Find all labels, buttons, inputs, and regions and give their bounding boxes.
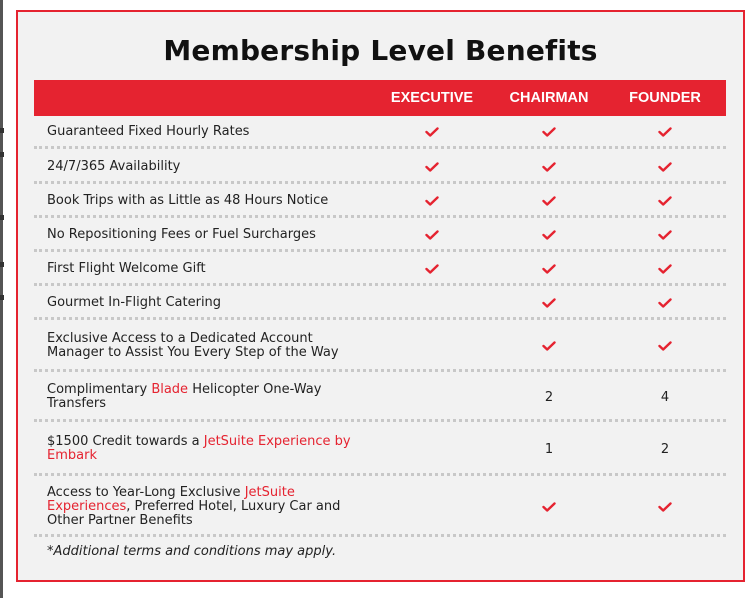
checkmark-icon (658, 298, 672, 308)
checkmark-icon (542, 502, 556, 512)
checkmark-icon (658, 196, 672, 206)
benefit-label (47, 289, 357, 317)
benefit-link[interactable]: JetSuite Experience by Embark (47, 434, 351, 463)
left-edge-fragment (0, 215, 4, 220)
table-row (34, 118, 726, 149)
left-edge-fragment (0, 295, 4, 300)
left-edge-fragment (0, 152, 4, 157)
table-row (34, 153, 726, 184)
benefit-cell-chairman (509, 118, 589, 146)
benefit-cell-founder (625, 187, 705, 215)
table-row (34, 187, 726, 218)
benefit-text: Helicopter One-Way Transfers (47, 382, 322, 411)
benefit-text: $1500 Credit towards a (47, 434, 204, 449)
benefit-cell-chairman (509, 187, 589, 215)
benefit-text: Gourmet In-Flight Catering (47, 295, 222, 310)
benefit-count: 4 (660, 389, 670, 405)
benefit-cell-founder (625, 425, 705, 473)
benefit-cell-chairman (509, 479, 589, 534)
benefit-text: Exclusive Access to a Dedicated Account Manager to Assist You Every Step of the Way (47, 331, 339, 360)
checkmark-icon (542, 298, 556, 308)
benefit-label (47, 187, 357, 215)
benefit-cell-chairman (509, 375, 589, 419)
benefit-label (47, 425, 357, 473)
column-header-chairman: CHAIRMAN (509, 90, 589, 106)
benefit-cell-chairman (509, 221, 589, 249)
table-row (34, 425, 726, 476)
footnote: *Additional terms and conditions may apply. (47, 544, 337, 559)
benefit-label (47, 255, 357, 283)
column-header-founder: FOUNDER (629, 90, 701, 106)
checkmark-icon (425, 230, 439, 240)
benefit-cell-executive (392, 289, 472, 317)
benefit-cell-executive (392, 375, 472, 419)
benefit-count: 2 (544, 389, 554, 405)
benefit-cell-chairman (509, 255, 589, 283)
benefit-count: 1 (544, 441, 554, 457)
page-title: Membership Level Benefits (163, 34, 598, 67)
benefit-link[interactable]: JetSuite Experiences (47, 484, 295, 514)
benefit-label (47, 153, 357, 181)
checkmark-icon (658, 502, 672, 512)
benefit-text: Book Trips with as Little as 48 Hours Notice (47, 193, 329, 208)
benefit-cell-founder (625, 153, 705, 181)
benefit-cell-executive (392, 153, 472, 181)
benefit-cell-executive (392, 425, 472, 473)
benefit-cell-founder (625, 323, 705, 369)
benefit-cell-founder (625, 118, 705, 146)
benefit-cell-executive (392, 255, 472, 283)
benefit-label (47, 118, 357, 146)
benefit-cell-executive (392, 479, 472, 534)
benefit-cell-founder (625, 289, 705, 317)
benefit-text: 24/7/365 Availability (47, 159, 181, 174)
table-row (34, 479, 726, 537)
benefit-link[interactable]: Blade (151, 382, 189, 397)
checkmark-icon (658, 127, 672, 137)
checkmark-icon (542, 127, 556, 137)
benefits-card (16, 10, 745, 582)
table-row (34, 375, 726, 422)
benefit-cell-executive (392, 187, 472, 215)
table-row (34, 221, 726, 252)
table-row (34, 289, 726, 320)
benefit-cell-founder (625, 255, 705, 283)
checkmark-icon (425, 127, 439, 137)
benefit-text: First Flight Welcome Gift (47, 261, 206, 276)
left-edge-fragment (0, 128, 4, 133)
checkmark-icon (425, 162, 439, 172)
checkmark-icon (542, 230, 556, 240)
table-header (34, 80, 726, 116)
checkmark-icon (425, 196, 439, 206)
checkmark-icon (658, 230, 672, 240)
benefit-label (47, 479, 357, 534)
benefit-cell-founder (625, 375, 705, 419)
benefit-cell-chairman (509, 425, 589, 473)
checkmark-icon (542, 264, 556, 274)
benefit-label (47, 375, 357, 419)
column-header-executive: EXECUTIVE (390, 90, 474, 106)
checkmark-icon (542, 162, 556, 172)
benefit-cell-founder (625, 221, 705, 249)
benefit-cell-executive (392, 323, 472, 369)
benefit-cell-chairman (509, 289, 589, 317)
benefit-cell-founder (625, 479, 705, 534)
checkmark-icon (542, 196, 556, 206)
table-row (34, 255, 726, 286)
benefit-text: Complimentary (47, 382, 152, 397)
checkmark-icon (658, 162, 672, 172)
checkmark-icon (425, 264, 439, 274)
benefit-cell-chairman (509, 153, 589, 181)
checkmark-icon (658, 341, 672, 351)
left-edge-fragment (0, 262, 4, 267)
benefit-text: No Repositioning Fees or Fuel Surcharges (47, 227, 316, 242)
benefit-text: , Preferred Hotel, Luxury Car and Other Partner Benefits (47, 498, 341, 528)
benefit-text: Access to Year-Long Exclusive (47, 484, 245, 500)
benefit-count: 2 (660, 441, 670, 457)
benefit-cell-executive (392, 221, 472, 249)
benefit-label (47, 323, 357, 369)
benefit-text: Guaranteed Fixed Hourly Rates (47, 124, 250, 139)
table-row (34, 323, 726, 372)
benefit-cell-executive (392, 118, 472, 146)
checkmark-icon (542, 341, 556, 351)
benefit-cell-chairman (509, 323, 589, 369)
checkmark-icon (658, 264, 672, 274)
benefit-label (47, 221, 357, 249)
